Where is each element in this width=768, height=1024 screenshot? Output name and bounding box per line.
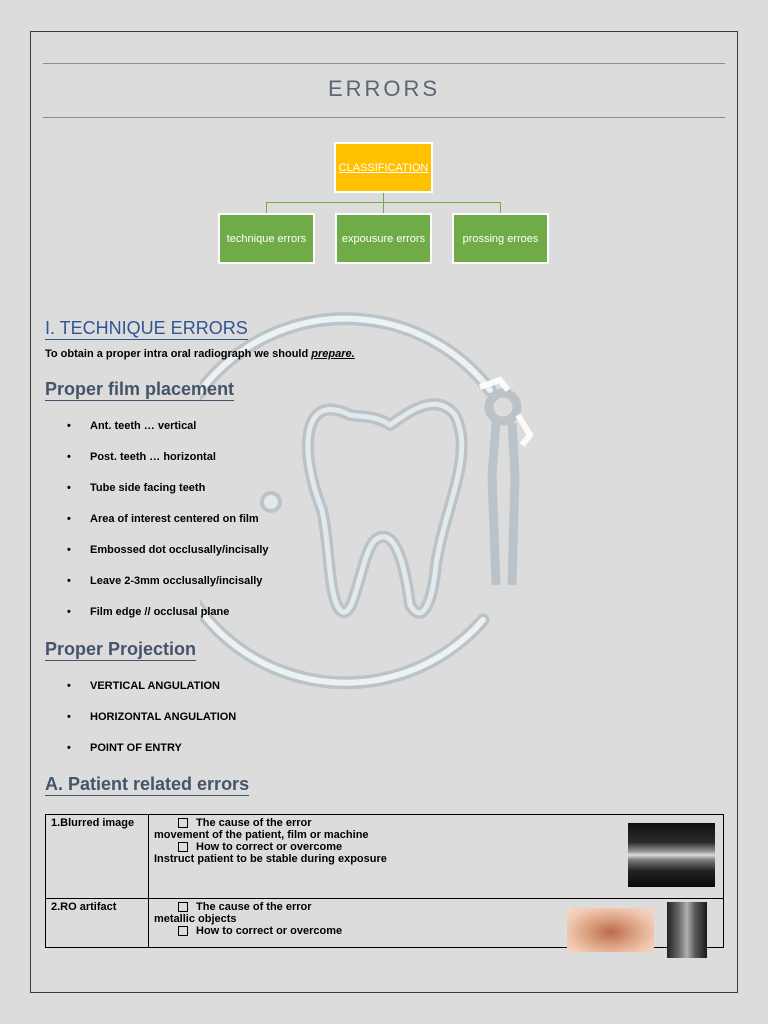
- table-cell-label: 1.Blurred image: [46, 815, 149, 899]
- diagram-connector: [383, 193, 384, 213]
- detail-line: Instruct patient to be stable during exposure: [154, 853, 387, 865]
- list-item: [67, 513, 259, 525]
- list-item-text: Leave 2-3mm occlusally/incisally: [90, 575, 263, 587]
- list-item: [67, 575, 262, 587]
- fix-label: How to correct or overcome: [196, 925, 343, 937]
- list-item: [67, 742, 182, 754]
- list-item-text: VERTICAL ANGULATION: [90, 680, 220, 692]
- diagram-child-processing: prossing erroes: [452, 213, 549, 264]
- intro-paragraph: [45, 348, 355, 360]
- bullet-icon: •: [67, 711, 71, 723]
- list-item: [67, 680, 220, 692]
- bullet-icon: •: [67, 420, 71, 432]
- list-item-text: HORIZONTAL ANGULATION: [90, 711, 237, 723]
- section-heading-technique-errors: I. TECHNIQUE ERRORS: [45, 318, 248, 338]
- checkbox-icon: [178, 902, 188, 912]
- table-cell-label: 2.RO artifact: [46, 899, 149, 948]
- bullet-icon: •: [67, 742, 71, 754]
- diagram-child-technique: technique errors: [218, 213, 315, 264]
- cause-label: The cause of the error: [196, 901, 312, 913]
- list-item: [67, 711, 236, 723]
- bullet-icon: •: [67, 606, 71, 618]
- header-rule-bottom: [43, 117, 725, 118]
- detail-line: movement of the patient, film or machine: [154, 829, 369, 841]
- page-title: ERRORS: [327, 76, 441, 101]
- lip-piercing-photo: [567, 908, 654, 952]
- header-rule-top: [43, 63, 725, 64]
- diagram-root-box: CLASSIFICATION: [334, 142, 433, 193]
- intro-emphasis: prepare.: [311, 348, 355, 360]
- diagram-child-exposure: expousure errors: [335, 213, 432, 264]
- list-item-text: Area of interest centered on film: [90, 513, 259, 525]
- list-item-text: Tube side facing teeth: [90, 482, 206, 494]
- list-item: [67, 451, 216, 463]
- list-item-text: Post. teeth … horizontal: [90, 451, 216, 463]
- list-item-text: Ant. teeth … vertical: [90, 420, 197, 432]
- list-item: [67, 544, 269, 556]
- bullet-icon: •: [67, 482, 71, 494]
- subheading-proper-projection: Proper Projection: [45, 639, 197, 659]
- diagram-connector: [266, 202, 501, 203]
- subheading-film-placement: Proper film placement: [45, 379, 235, 399]
- bullet-icon: •: [67, 575, 71, 587]
- list-item: [67, 420, 196, 432]
- bullet-icon: •: [67, 513, 71, 525]
- list-item: [67, 606, 229, 618]
- blurred-xray-image: [628, 823, 715, 887]
- checkbox-icon: [178, 842, 188, 852]
- list-item: [67, 482, 205, 494]
- bullet-icon: •: [67, 451, 71, 463]
- list-item-text: POINT OF ENTRY: [90, 742, 182, 754]
- cause-label: The cause of the error: [196, 817, 312, 829]
- detail-line: metallic objects: [154, 913, 237, 925]
- bullet-icon: •: [67, 544, 71, 556]
- diagram-connector: [266, 202, 267, 213]
- checkbox-icon: [178, 818, 188, 828]
- subheading-patient-errors: A. Patient related errors: [45, 774, 250, 794]
- list-item-text: Embossed dot occlusally/incisally: [90, 544, 269, 556]
- list-item-text: Film edge // occlusal plane: [90, 606, 230, 618]
- tooth-logo-watermark-icon: [200, 305, 585, 700]
- fix-label: How to correct or overcome: [196, 841, 343, 853]
- intro-text: To obtain a proper intra oral radiograph we should: [45, 348, 312, 360]
- table-row: [46, 815, 724, 899]
- artifact-xray-image: [667, 902, 707, 958]
- bullet-icon: •: [67, 680, 71, 692]
- diagram-connector: [500, 202, 501, 213]
- checkbox-icon: [178, 926, 188, 936]
